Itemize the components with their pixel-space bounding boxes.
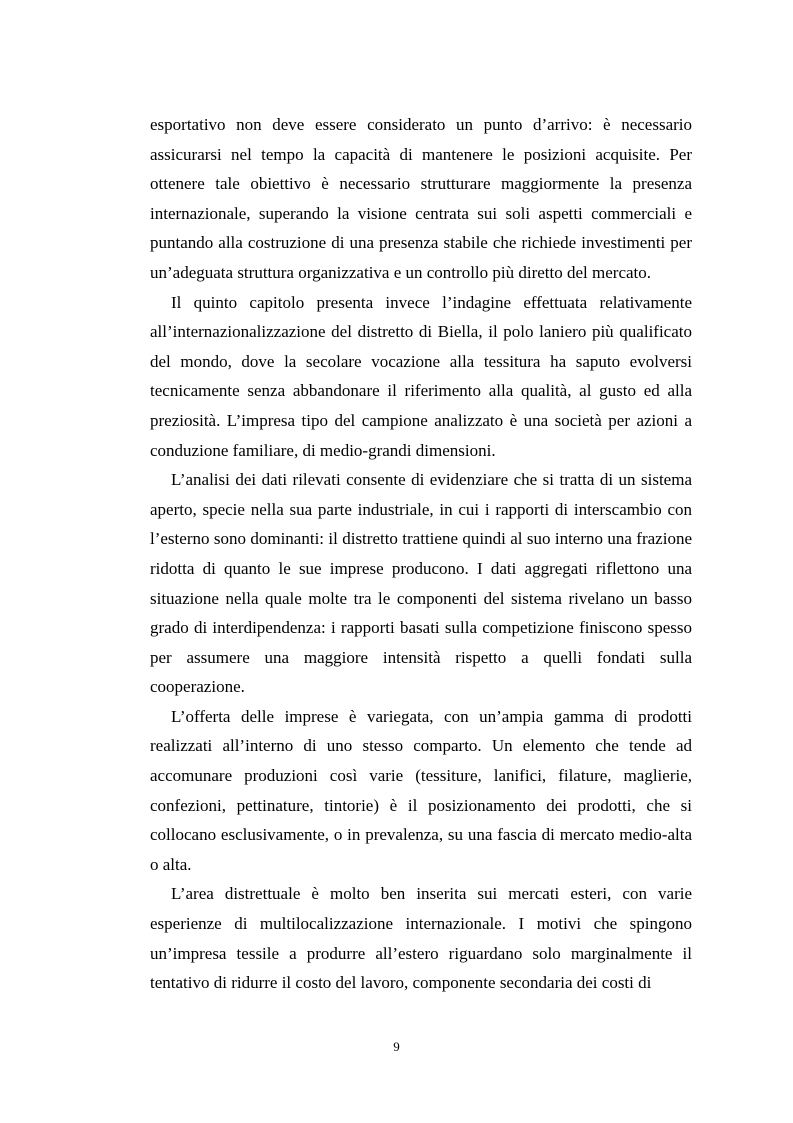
paragraph-4: L’offerta delle imprese è variegata, con un’ampia gamma di prodotti realizzati all’interno di uno stesso comparto. Un elemento che tende ad accomunare produzioni così varie (tessiture, lanifici, filature, maglierie, confezioni, pettinature, tintorie) è il posizionamento dei prodotti, che si collocano esclusivamente, o in prevalenza, su una fascia di mercato medio-alta o alta. — [150, 706, 692, 874]
body-text — [150, 110, 692, 998]
paragraph-2: Il quinto capitolo presenta invece l’indagine effettuata relativamente all’internazionalizzazione del distretto di Biella, il polo laniero più qualificato del mondo, dove la secolare vocazione alla tessitura ha saputo evolversi tecnicamente senza abbandonare il riferimento alla qualità, al gusto ed alla preziosità. L’impresa tipo del campione analizzato è una società per azioni a conduzione familiare, di medio-grandi dimensioni. — [150, 292, 692, 460]
paragraph-1: esportativo non deve essere considerato un punto d’arrivo: è necessario assicurarsi nel tempo la capacità di mantenere le posizioni acquisite. Per ottenere tale obiettivo è necessario strutturare maggiormente la presenza internazionale, superando la visione centrata sui soli aspetti commerciali e puntando alla costruzione di una presenza stabile che richiede investimenti per un’adeguata struttura organizzativa e un controllo più diretto del mercato. — [150, 115, 692, 282]
page-number: 9 — [393, 1039, 400, 1054]
paragraph-5: L’area distrettuale è molto ben inserita sui mercati esteri, con varie esperienze di multilocalizzazione internazionale. I motivi che spingono un’impresa tessile a produrre all’estero riguardano solo marginalmente il tentativo di ridurre il costo del lavoro, componente secondaria dei costi di — [150, 884, 692, 993]
paragraph-3: L’analisi dei dati rilevati consente di evidenziare che si tratta di un sistema aperto, specie nella sua parte industriale, in cui i rapporti di interscambio con l’esterno sono dominanti: il distretto trattiene quindi al suo interno una frazione ridotta di quanto le sue imprese producono. I dati aggregati riflettono una situazione nella quale molte tra le componenti del sistema rivelano un basso grado di interdipendenza: i rapporti basati sulla competizione finiscono spesso per assumere una maggiore intensità rispetto a quelli fondati sulla cooperazione. — [150, 470, 692, 697]
